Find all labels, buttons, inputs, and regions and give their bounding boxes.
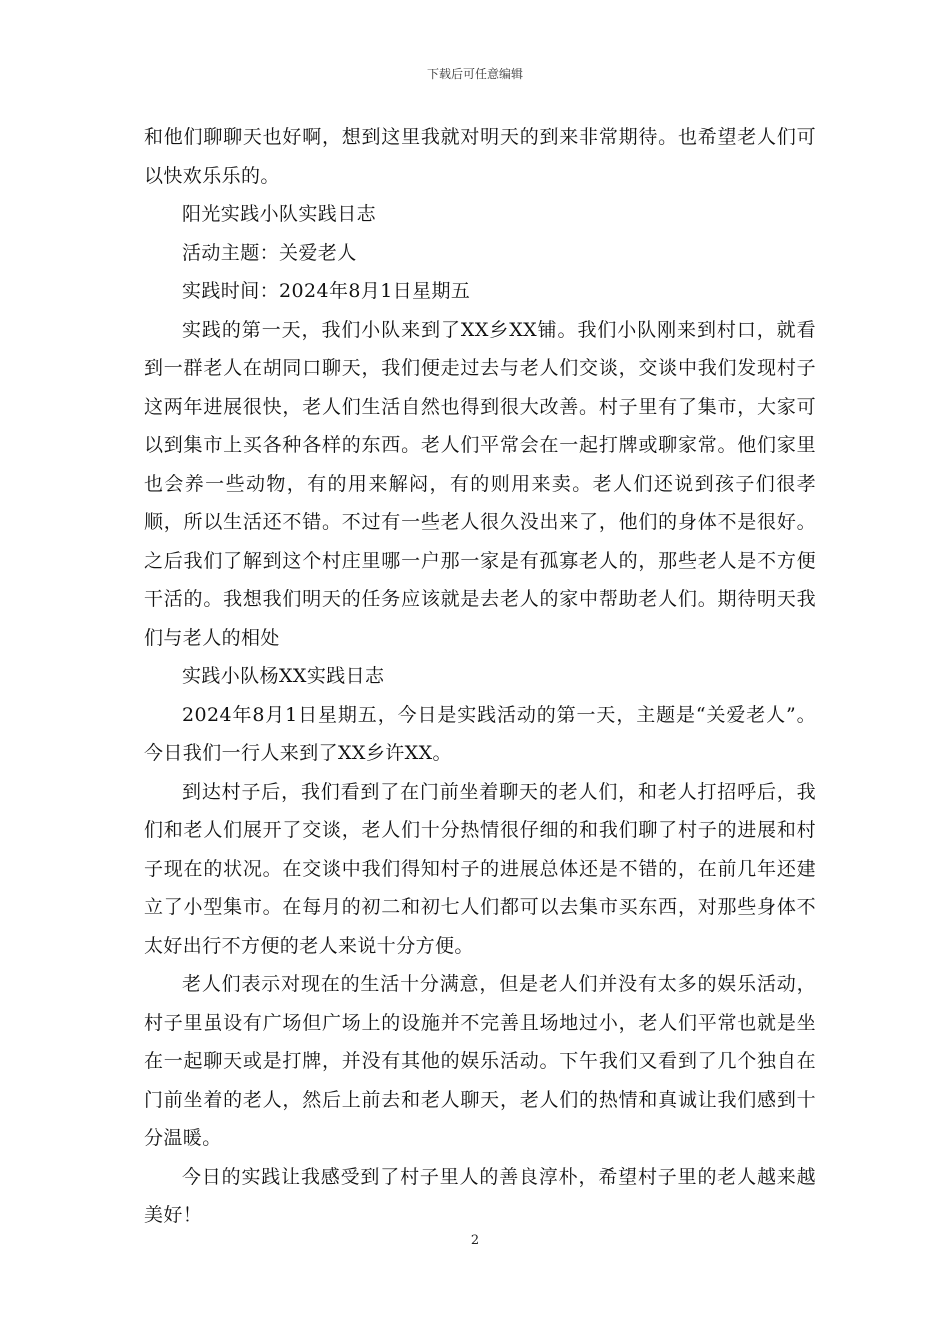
- paragraph: 和他们聊聊天也好啊，想到这里我就对明天的到来非常期待。也希望老人们可以快欢乐乐的。: [144, 126, 816, 187]
- document-body: [144, 118, 816, 1235]
- page-header: 下载后可任意编辑: [426, 67, 523, 81]
- section-title: 实践小队杨XX实践日志: [182, 665, 385, 687]
- paragraph: 老人们表示对现在的生活十分满意，但是老人们并没有太多的娱乐活动，村子里虽设有广场但广场上的设施并不完善且场地过小，老人们平常也就是坐在一起聊天或是打牌，并没有其他的娱乐活动。下午我们又看到了几个独自在门前坐着的老人，然后上前去和老人聊天，老人们的热情和真诚让我们感到十分温暖。: [144, 973, 816, 1149]
- paragraph: 2024年8月1日星期五，今日是实践活动的第一天，主题是“关爱老人”。今日我们一行人来到了XX乡许XX。: [144, 703, 816, 764]
- paragraph: 今日的实践让我感受到了村子里人的善良淳朴，希望村子里的老人越来越美好！: [144, 1165, 816, 1226]
- practice-date: 实践时间：2024年8月1日星期五: [182, 280, 471, 302]
- activity-theme: 活动主题：关爱老人: [182, 241, 357, 264]
- page-number: 2: [470, 1233, 480, 1248]
- paragraph: 到达村子后，我们看到了在门前坐着聊天的老人们，和老人打招呼后，我们和老人们展开了交谈，老人们十分热情很仔细的和我们聊了村子的进展和村子现在的状况。在交谈中我们得知村子的进展总体还是不错的，在前几年还建立了小型集市。在每月的初二和初七人们都可以去集市买东西，对那些身体不太好出行不方便的老人来说十分方便。: [144, 780, 816, 957]
- section-title: 阳光实践小队实践日志: [182, 203, 377, 225]
- paragraph: 实践的第一天，我们小队来到了XX乡XX铺。我们小队刚来到村口，就看到一群老人在胡同口聊天，我们便走过去与老人们交谈，交谈中我们发现村子这两年进展很快，老人们生活自然也得到很大改善。村子里有了集市，大家可以到集市上买各种各样的东西。老人们平常会在一起打牌或聊家常。他们家里也会养一些动物，有的用来解闷，有的则用来卖。老人们还说到孩子们很孝顺，所以生活还不错。不过有一些老人很久没出来了，他们的身体不是很好。之后我们了解到这个村庄里哪一户那一家是有孤寡老人的，那些老人是不方便干活的。我想我们明天的任务应该就是去老人的家中帮助老人们。期待明天我们与老人的相处: [144, 318, 816, 649]
